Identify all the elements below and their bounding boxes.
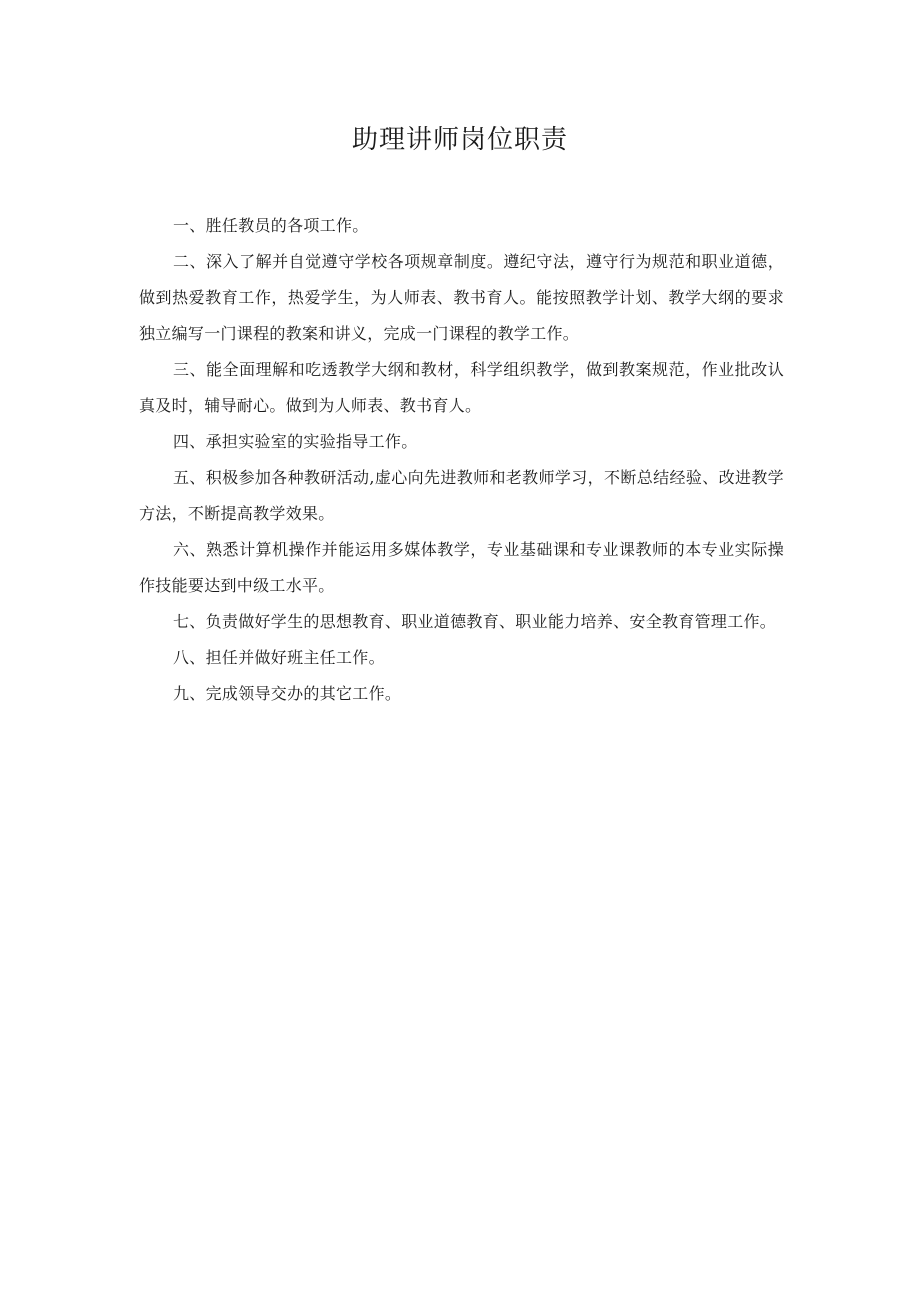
document-title: 助理讲师岗位职责 [351, 125, 568, 155]
duty-item-2: 二、深入了解并自觉遵守学校各项规章制度。遵纪守法，遵守行为规范和职业道德，做到热爱教育工作，热爱学生，为人师表、教书育人。能按照教学计划、教学大纲的要求独立编写一门课程的教案和讲义，完成一门课程的教学工作。 [139, 252, 784, 343]
duty-item-6: 六、熟悉计算机操作并能运用多媒体教学，专业基础课和专业课教师的本专业实际操作技能要达到中级工水平。 [139, 540, 784, 595]
duty-item-1: 一、胜任教员的各项工作。 [173, 216, 369, 235]
duty-item-8: 八、担任并做好班主任工作。 [173, 648, 385, 667]
duty-item-3: 三、能全面理解和吃透教学大纲和教材，科学组织教学，做到教案规范，作业批改认真及时，辅导耐心。做到为人师表、教书育人。 [139, 360, 784, 415]
duty-item-7: 七、负责做好学生的思想教育、职业道德教育、职业能力培养、安全教育管理工作。 [173, 612, 777, 631]
document-body [139, 208, 784, 712]
duty-item-5: 五、积极参加各种教研活动,虚心向先进教师和老教师学习，不断总结经验、改进教学方法，不断提高教学效果。 [139, 468, 784, 523]
duty-item-9: 九、完成领导交办的其它工作。 [173, 684, 402, 703]
duty-item-4: 四、承担实验室的实验指导工作。 [173, 432, 418, 451]
